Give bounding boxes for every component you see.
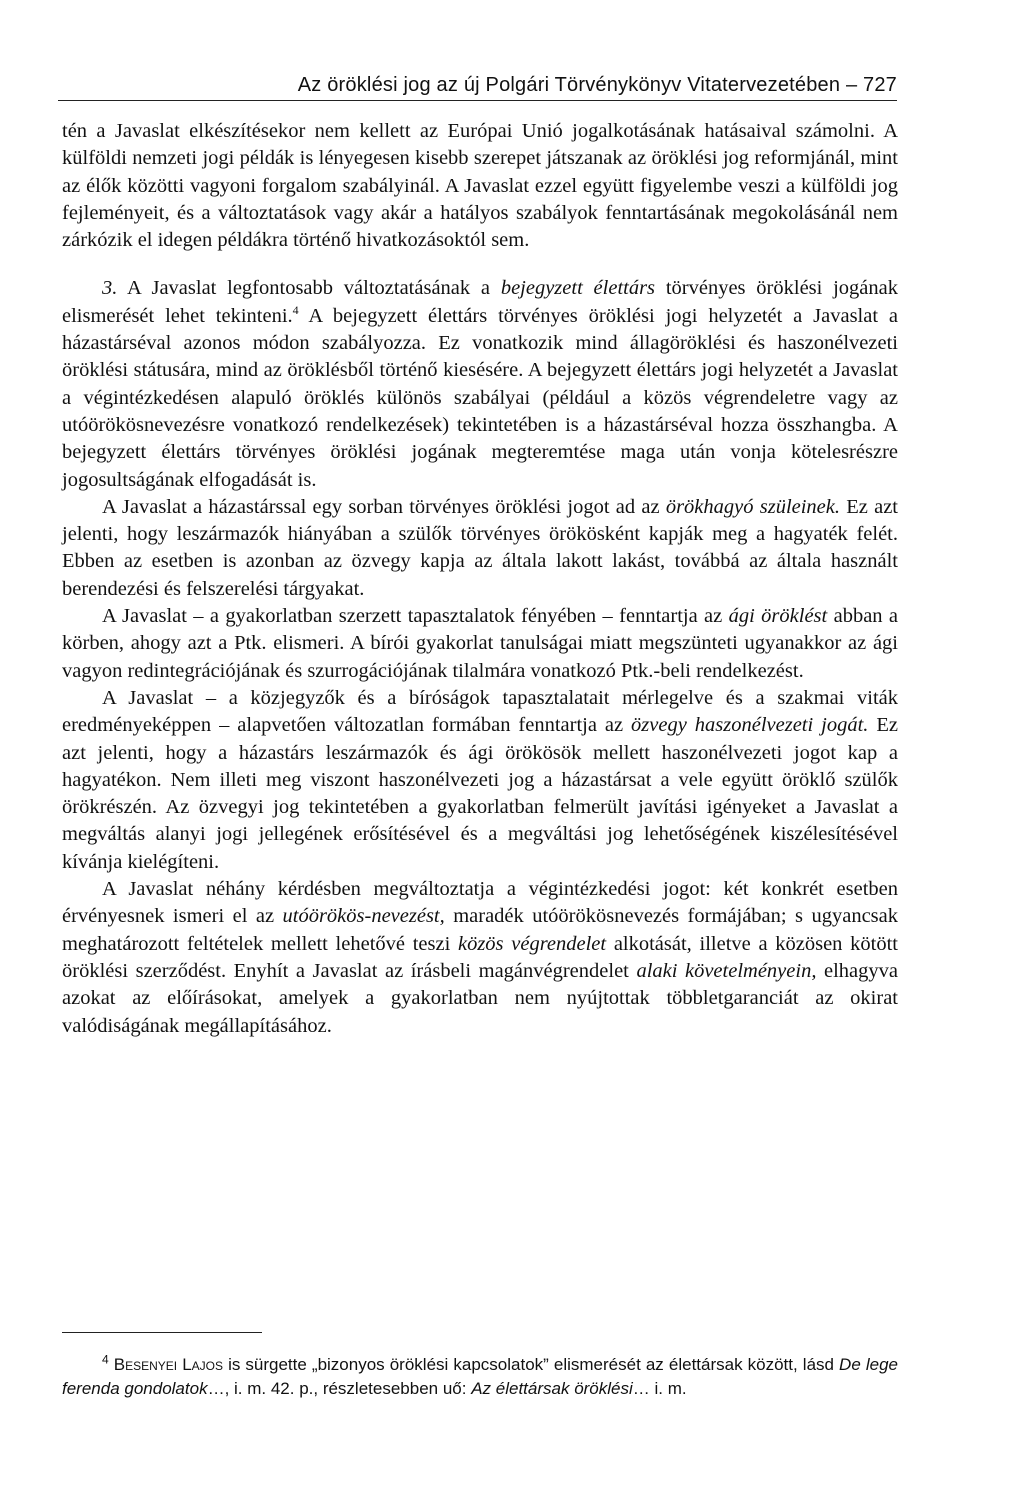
running-title: Az öröklési jog az új Polgári Törvénykönyv Vitatervezetében – 727 <box>297 74 897 96</box>
paragraph-text: A bejegyzett élettárs törvényes öröklési jogi helyzetét a Javaslat a házastárséval azonos módon szabályozza. Ez vonatkozik mind állagöröklési és haszonélvezeti öröklési státusára, mind az öröklésből történő kiesésére. A bejegyzett élettárs jogi helyzetét a Javaslat a végintézkedésen alapuló öröklés különös szabályai (például a közös végrendeletre vagy az utóörökösnevezésre vonatkozó rendelkezések) tekintetében is a házastárséval hozza összhangba. A bejegyzett élettárs törvényes öröklési jogának megteremtése maga után vonja kötelesrészre jogosultságának elfogadását is. <box>62 304 899 491</box>
emphasis: ági öröklést <box>728 605 828 628</box>
footnote-author: Besenyei Lajos <box>113 1355 223 1374</box>
emphasis: bejegyzett élettárs <box>500 277 656 300</box>
paragraph-3 <box>62 494 898 603</box>
paragraph-text: A Javaslat néhány kérdésben megváltoztatja a végintézkedési jogot: két konkrét esetben érvényesnek ismeri el az <box>62 878 898 928</box>
paragraph-text: A Javaslat legfontosabb változtatásának a <box>117 277 501 300</box>
footnote-text: …, i. m. 42. p., részletesebben uő: <box>207 1379 472 1398</box>
paragraph-text: Ez azt jelenti, hogy a házastárs leszármazók és ági örökösök mellett haszonélvezeti jogot kap a hagyatékon. Nem illeti meg viszont haszonélvezeti jog a házastársat a vele együtt öröklő szülők örökrészén. Az özvegyi jog tekintetében a gyakorlatban felmerült javítási igényeket a Javaslat a megváltás alanyi jogi jellegének erősítésével és a megváltási jog lehetőségének kiszélesítésével kívánja kielégíteni. <box>62 714 898 873</box>
emphasis: örökhagyó szüleinek. <box>665 495 841 518</box>
paragraph-text: A Javaslat – a közjegyzők és a bíróságok tapasztalatait mérlegelve és a szakmai viták eredményeképpen – alapvetően változatlan formában fenntartja az <box>62 686 898 737</box>
footnote-reference[interactable]: 4 <box>292 302 299 317</box>
running-header <box>58 70 897 101</box>
emphasis: özvegy haszonélvezeti jogát. <box>631 714 869 737</box>
main-text <box>62 118 898 1040</box>
footnote <box>62 1353 898 1401</box>
paragraph-text: abban a körben, ahogy azt a Ptk. elismeri. A bírói gyakorlat tanulságai miatt megszünteti ugyanakkor az ági vagyon redintegrációjának és szurrogációjának tilalmára vonatkozó Ptk.-beli rendelkezést. <box>62 605 899 682</box>
paragraph-text: A Javaslat – a gyakorlatban szerzett tapasztalatok fényében – fenntartja az <box>102 605 729 628</box>
footnote-title: De lege ferenda gondolatok <box>62 1355 898 1398</box>
paragraph-1 <box>62 118 898 254</box>
paragraph-text: törvényes öröklési jogának elismerését lehet tekinteni. <box>62 277 899 327</box>
emphasis: közös végrendelet <box>457 932 607 955</box>
paragraph-text: elhagyva azokat az előírásokat, amelyek a gyakorlatban nem nyújtottak többletgaranciát az okirat valódiságának megállapításához. <box>62 959 898 1037</box>
paragraph-2 <box>62 275 898 493</box>
section-number: 3. <box>102 277 118 300</box>
footnote-divider <box>62 1332 262 1333</box>
paragraph-text: maradék utóörökösnevezés formájában; s ugyancsak meghatározott feltételek mellett lehetővé teszi <box>62 905 898 955</box>
emphasis: utóörökös-nevezést, <box>282 905 445 928</box>
paragraph-5 <box>62 685 898 876</box>
paragraph-text: Ez azt jelenti, hogy leszármazók hiányában a szülők törvényes örökösként kapják meg a hagyaték felét. Ebben az esetben is azonban az özvegy kapja az általa lakott lakást, továbbá az általa használt berendezési és felszerelési tárgyakat. <box>62 495 898 600</box>
paragraph-text: tén a Javaslat elkészítésekor nem kellett az Európai Unió jogalkotásának hatásaival számolni. A külföldi nemzeti jogi példák is lényegesen kisebb szerepet játszanak az öröklési jog reformjánál, mint az élők közötti vagyoni forgalom szabályinál. A Javaslat ezzel együtt figyelembe veszi a külföldi jog fejleményeit, és a változtatások vagy akár a hatályos szabályok fenntartásának megokolásánál nem zárkózik el idegen példákra történő hivatkozásoktól sem. <box>62 120 898 252</box>
footnote-text: is sürgette „bizonyos öröklési kapcsolatok” elismerését az élettársak között, lásd <box>223 1355 840 1374</box>
footnote-4 <box>62 1353 898 1401</box>
paragraph-text: A Javaslat a házastárssal egy sorban törvényes öröklési jogot ad az <box>102 495 666 518</box>
footnote-text: … i. m. <box>632 1379 687 1398</box>
paragraph-6 <box>62 876 898 1040</box>
footnote-title: Az élettársak öröklési <box>471 1379 633 1398</box>
footnote-marker: 4 <box>102 1352 109 1367</box>
paragraph-4 <box>62 603 898 685</box>
paragraph-text: alkotását, illetve a közösen kötött öröklési szerződést. Enyhít a Javaslat az írásbeli magánvégrendelet <box>62 932 898 982</box>
emphasis: alaki követelményein, <box>636 959 817 982</box>
